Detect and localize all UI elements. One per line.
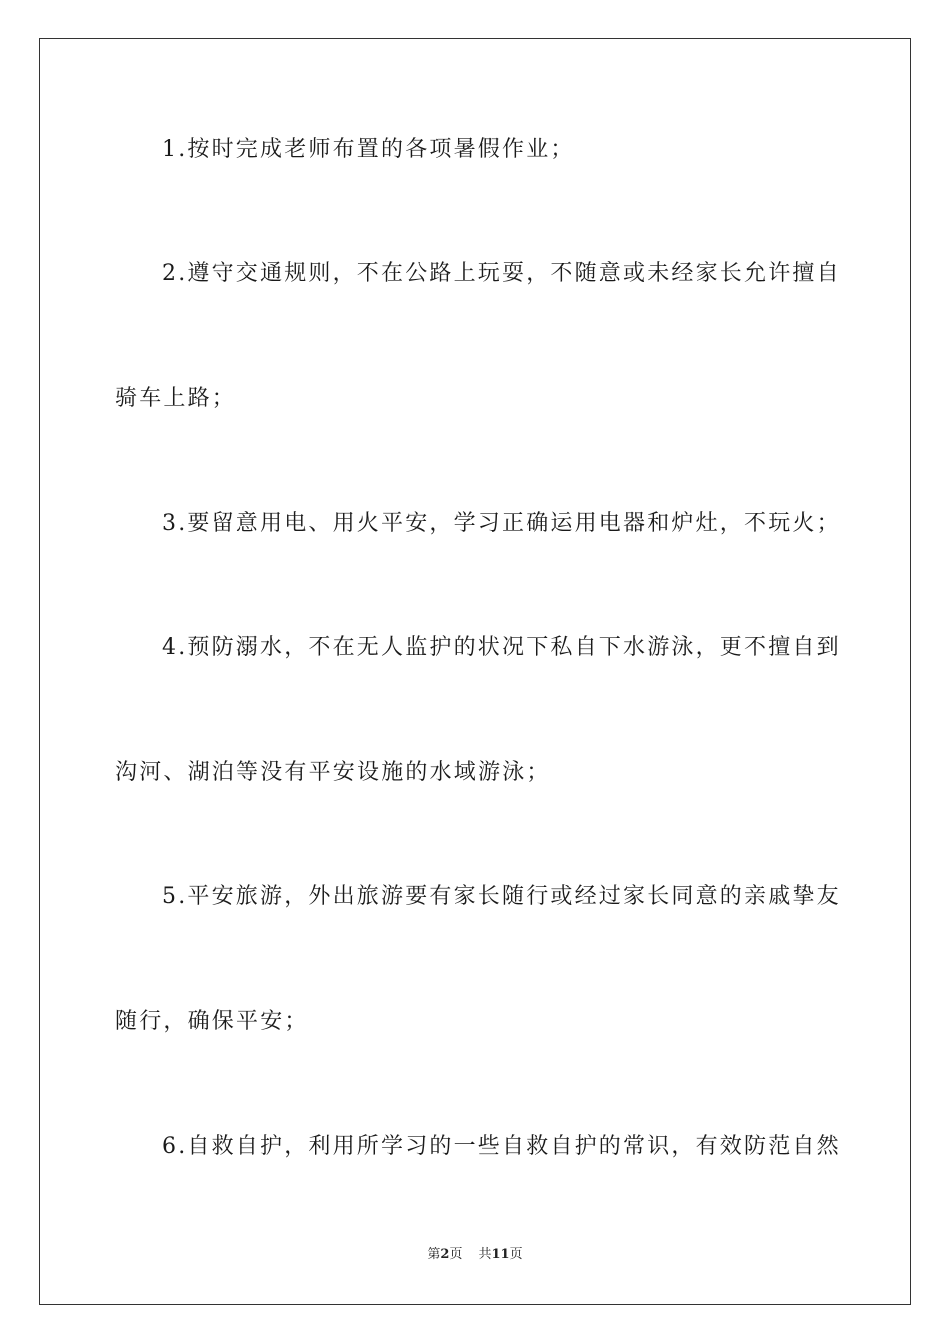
text-line-9: 6.自救自护，利用所学习的一些自救自护的常识，有效防范自然 [162, 1134, 841, 1159]
text-line-4: 3.要留意用电、用火平安，学习正确运用电器和炉灶，不玩火； [162, 511, 841, 536]
footer-total-pages: 11 [491, 1247, 510, 1262]
footer-page-suffix: 页 [449, 1247, 463, 1262]
text-line-1: 1.按时完成老师布置的各项暑假作业； [162, 137, 575, 162]
text-line-3: 骑车上路； [115, 386, 237, 411]
text-line-6: 沟河、湖泊等没有平安设施的水域游泳； [115, 760, 551, 785]
footer-total-prefix: 共 [478, 1247, 492, 1262]
text-line-5: 4.预防溺水，不在无人监护的状况下私自下水游泳，更不擅自到 [162, 635, 841, 660]
page-footer [0, 1246, 950, 1264]
footer-page-prefix: 第 [427, 1247, 441, 1262]
text-line-2: 2.遵守交通规则，不在公路上玩耍，不随意或未经家长允许擅自 [162, 261, 841, 286]
page-border [39, 38, 911, 1305]
footer-total-suffix: 页 [509, 1247, 523, 1262]
text-line-8: 随行，确保平安； [115, 1009, 309, 1034]
text-line-7: 5.平安旅游，外出旅游要有家长随行或经过家长同意的亲戚挚友 [162, 884, 841, 909]
footer-page-number: 2 [440, 1247, 450, 1262]
